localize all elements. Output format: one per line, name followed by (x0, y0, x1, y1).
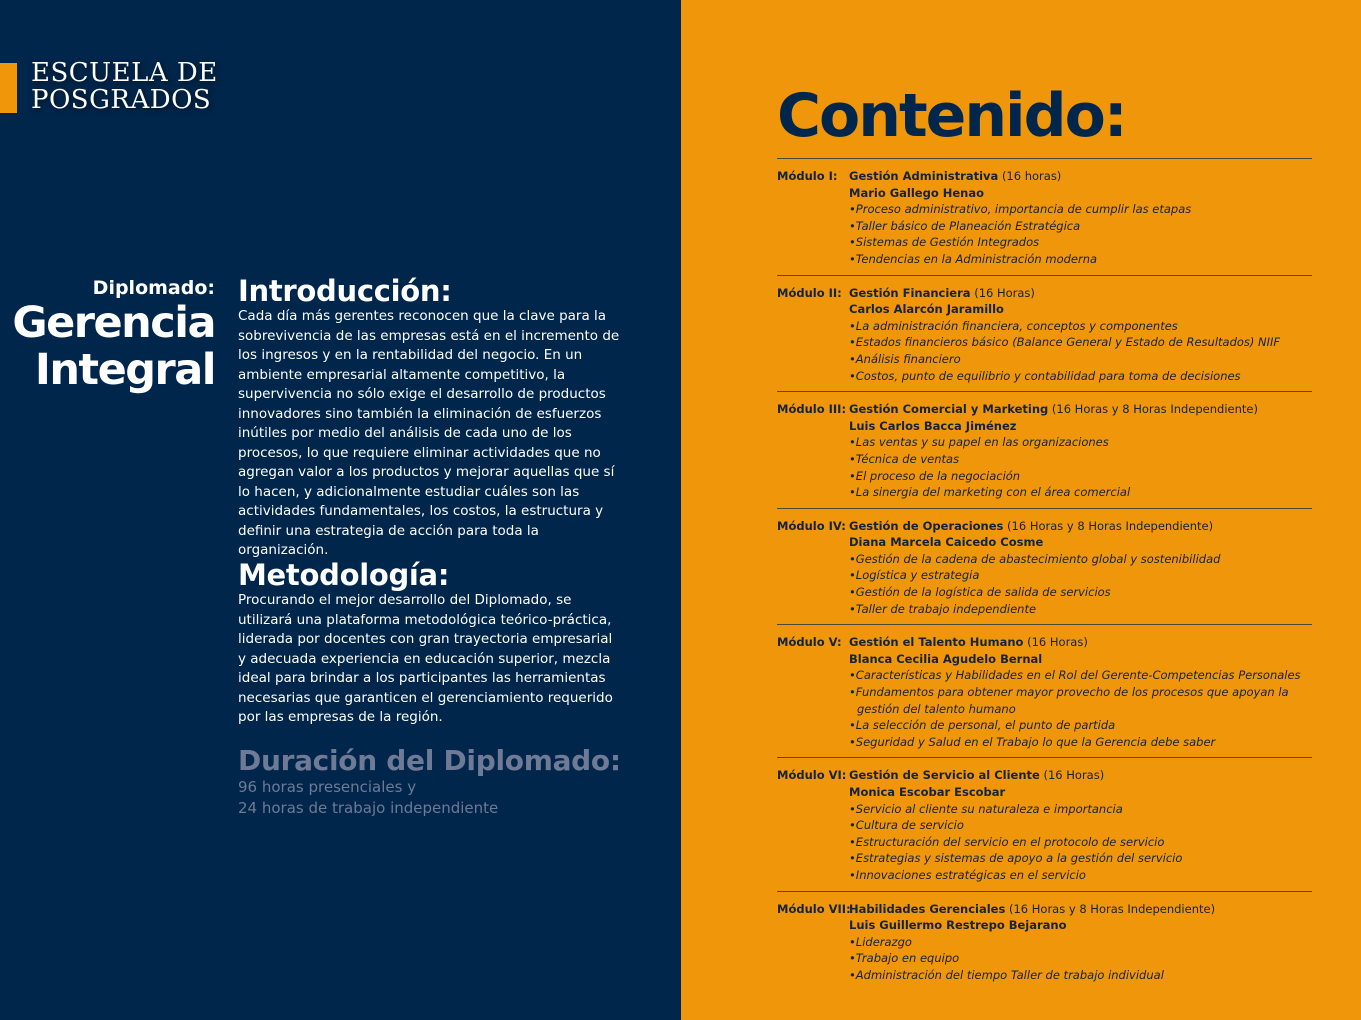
module-teacher: Monica Escobar Escobar (849, 785, 1006, 799)
bullet-icon: • (849, 734, 856, 749)
module-label: Módulo VII: (777, 901, 851, 916)
module-heading (849, 767, 1312, 784)
module-label: Módulo VI: (777, 768, 847, 783)
topic-text: Servicio al cliente su naturaleza e importancia (855, 801, 1123, 816)
module-topic (849, 684, 1312, 717)
module-topic (849, 218, 1312, 235)
module-details (849, 168, 1312, 268)
module-topic (849, 251, 1312, 268)
program-title-line-1: Gerencia (12, 298, 215, 348)
topic-text: Características y Habilidades en el Rol del Gerente-Competencias Personales (855, 668, 1301, 683)
module-topic (849, 368, 1312, 385)
topic-text: Administración del tiempo Taller de trabajo individual (855, 967, 1164, 982)
module-details (849, 901, 1312, 984)
module-list (777, 158, 1312, 991)
bullet-icon: • (849, 251, 856, 266)
module-topic (849, 351, 1312, 368)
methodology-section (238, 559, 623, 728)
module-title: Gestión Comercial y Marketing (849, 402, 1049, 417)
duration-line-1: 96 horas presenciales y (238, 778, 417, 796)
module-topic (849, 567, 1312, 584)
methodology-heading: Metodología: (238, 558, 450, 592)
topic-text: Cultura de servicio (855, 818, 964, 833)
module-topic (849, 484, 1312, 501)
logo-line-1: ESCUELA DE (31, 58, 218, 88)
module-topic (849, 950, 1312, 967)
bullet-icon: • (849, 551, 856, 566)
module-topic (849, 834, 1312, 851)
bullet-icon: • (849, 801, 856, 816)
intro-body: Cada día más gerentes reconocen que la clave para la sobrevivencia de las empresas está en el incremento de los ingresos y en la rentabilidad del negocio. En un ambiente empresarial altamente competitivo, la supervivencia no sólo exige el desarrollo de productos innovadores sino también la eliminación de esfuerzos inútiles por medio del análisis de cada uno de los procesos, lo que requiere eliminar actividades que no agregan valor a los productos y mejorar aquellas que sí lo hacen, y adicionalmente estudiar cuáles son las actividades fundamentales, los costos, la estructura y definir una estrategia de acción para toda la organización. (238, 308, 620, 558)
bullet-icon: • (849, 834, 856, 849)
module-hours: (16 Horas y 8 Horas Independiente) (1051, 402, 1258, 417)
bullet-icon: • (849, 851, 856, 866)
module-title: Gestión de Servicio al Cliente (849, 768, 1040, 783)
module-topic (849, 468, 1312, 485)
bullet-icon: • (849, 967, 856, 982)
module-topic (849, 967, 1312, 984)
module-teacher: Diana Marcela Caicedo Cosme (849, 535, 1044, 550)
topic-text: Estructuración del servicio en el protocolo de servicio (855, 834, 1165, 849)
module-topic (849, 584, 1312, 601)
topic-text: Seguridad y Salud en el Trabajo lo que la Gerencia debe saber (855, 734, 1216, 749)
module-teacher: Luis Carlos Bacca Jiménez (849, 418, 1017, 433)
module-topic (849, 717, 1312, 734)
topic-text: Costos, punto de equilibrio y contabilidad para toma de decisiones (855, 368, 1241, 383)
module-teacher: Blanca Cecilia Agudelo Bernal (849, 651, 1043, 666)
topic-text: Técnica de ventas (855, 451, 960, 466)
module-teacher: Carlos Alarcón Jaramillo (849, 302, 1004, 317)
intro-section (238, 275, 623, 561)
bullet-icon: • (849, 435, 856, 450)
topic-text: La administración financiera, conceptos y componentes (855, 318, 1178, 333)
module-label: Módulo II: (777, 285, 842, 300)
bullet-icon: • (849, 867, 856, 882)
bullet-icon: • (849, 318, 856, 333)
logo-accent-bar (0, 63, 17, 113)
module-title: Gestión Financiera (849, 285, 971, 300)
topic-text: Innovaciones estratégicas en el servicio (855, 867, 1086, 882)
module-topic (849, 801, 1312, 818)
bullet-icon: • (849, 818, 856, 833)
module-topic (849, 201, 1312, 218)
program-title-block (12, 276, 215, 394)
module-item (777, 508, 1312, 625)
module-details (849, 285, 1312, 385)
module-item (777, 891, 1312, 991)
topic-text: La sinergia del marketing con el área comercial (855, 485, 1131, 500)
module-label: Módulo IV: (777, 518, 846, 533)
module-item (777, 757, 1312, 890)
bullet-icon: • (849, 601, 856, 616)
topic-text: Estados financieros básico (Balance General y Estado de Resultados) NIIF (855, 335, 1281, 350)
module-topic (849, 318, 1312, 335)
module-topic (849, 667, 1312, 684)
module-details (849, 767, 1312, 883)
topic-text: Las ventas y su papel en las organizaciones (855, 435, 1109, 450)
topic-text: Trabajo en equipo (855, 951, 960, 966)
bullet-icon: • (849, 351, 856, 366)
bullet-icon: • (849, 668, 856, 683)
module-topic (849, 817, 1312, 834)
module-topic (849, 334, 1312, 351)
module-heading (849, 518, 1312, 535)
topic-text: Logística y estrategia (855, 568, 980, 583)
bullet-icon: • (849, 568, 856, 583)
module-topic (849, 551, 1312, 568)
bullet-icon: • (849, 718, 856, 733)
program-label: Diplomado: (92, 277, 215, 299)
bullet-icon: • (849, 951, 856, 966)
contents-heading: Contenido: (777, 81, 1126, 151)
module-heading (849, 901, 1312, 918)
module-topic (849, 434, 1312, 451)
module-heading (849, 401, 1312, 418)
module-heading (849, 285, 1312, 302)
topic-text: Tendencias en la Administración moderna (855, 251, 1098, 266)
bullet-icon: • (849, 335, 856, 350)
module-item (777, 391, 1312, 508)
module-hours: (16 Horas y 8 Horas Independiente) (1008, 901, 1216, 916)
module-hours: (16 Horas) (1027, 635, 1088, 650)
topic-text: Taller básico de Planeación Estratégica (855, 218, 1081, 233)
module-hours: (16 Horas) (1043, 768, 1105, 783)
module-teacher: Luis Guillermo Restrepo Bejarano (849, 918, 1067, 933)
duration-section (238, 745, 658, 819)
module-topic (849, 934, 1312, 951)
module-hours: (16 Horas) (974, 285, 1035, 300)
duration-line-2: 24 horas de trabajo independiente (238, 799, 499, 817)
module-topic (849, 850, 1312, 867)
module-item (777, 624, 1312, 757)
module-heading (849, 168, 1312, 185)
module-hours: (16 horas) (1001, 169, 1062, 183)
topic-text: Análisis financiero (855, 351, 961, 366)
logo-line-2: POSGRADOS (31, 85, 212, 115)
topic-text: Proceso administrativo, importancia de cumplir las etapas (855, 202, 1192, 217)
module-title: Habilidades Gerenciales (849, 901, 1006, 916)
module-hours: (16 Horas y 8 Horas Independiente) (1007, 518, 1214, 533)
intro-heading: Introducción: (238, 274, 452, 308)
module-label: Módulo I: (777, 169, 838, 183)
bullet-icon: • (849, 235, 856, 250)
module-heading (849, 634, 1312, 651)
bullet-icon: • (849, 451, 856, 466)
bullet-icon: • (849, 585, 856, 600)
bullet-icon: • (849, 485, 856, 500)
bullet-icon: • (849, 218, 856, 233)
module-topic (849, 234, 1312, 251)
topic-text: Gestión de la logística de salida de servicios (855, 585, 1111, 600)
topic-text: Gestión de la cadena de abastecimiento global y sostenibilidad (855, 551, 1221, 566)
bullet-icon: • (849, 934, 856, 949)
module-title: Gestión el Talento Humano (849, 635, 1024, 650)
module-label: Módulo III: (777, 402, 847, 417)
bullet-icon: • (849, 468, 856, 483)
bullet-icon: • (849, 685, 856, 700)
school-logo (31, 60, 218, 114)
module-topic (849, 867, 1312, 884)
methodology-body: Procurando el mejor desarrollo del Diplomado, se utilizará una plataforma metodológica teórico-práctica, liderada por docentes con gran trayectoria empresarial y adecuada experiencia en educación superior, mezcla ideal para brindar a los participantes las herramientas necesarias que garanticen el gerenciamiento requerido por las empresas de la región. (238, 592, 613, 725)
program-title-line-2: Integral (34, 345, 215, 395)
topic-text: El proceso de la negociación (855, 468, 1021, 483)
module-topic (849, 734, 1312, 751)
module-topic (849, 601, 1312, 618)
module-item (777, 275, 1312, 392)
module-item (777, 158, 1312, 275)
module-teacher: Mario Gallego Henao (849, 185, 985, 200)
duration-heading: Duración del Diplomado: (238, 744, 621, 777)
topic-text: La selección de personal, el punto de partida (855, 718, 1116, 733)
topic-text: Liderazgo (855, 934, 912, 949)
topic-text: Estrategias y sistemas de apoyo a la gestión del servicio (855, 851, 1183, 866)
bullet-icon: • (849, 368, 856, 383)
module-details (849, 401, 1312, 501)
module-details (849, 518, 1312, 618)
module-topic (849, 451, 1312, 468)
module-label: Módulo V: (777, 635, 842, 650)
module-title: Gestión de Operaciones (849, 518, 1004, 533)
topic-text: Sistemas de Gestión Integrados (855, 235, 1040, 250)
module-title: Gestión Administrativa (849, 169, 999, 183)
bullet-icon: • (849, 202, 856, 217)
topic-text: Taller de trabajo independiente (855, 601, 1037, 616)
module-details (849, 634, 1312, 750)
topic-text: Fundamentos para obtener mayor provecho de los procesos que apoyan la gestión del talento humano (855, 685, 1289, 716)
